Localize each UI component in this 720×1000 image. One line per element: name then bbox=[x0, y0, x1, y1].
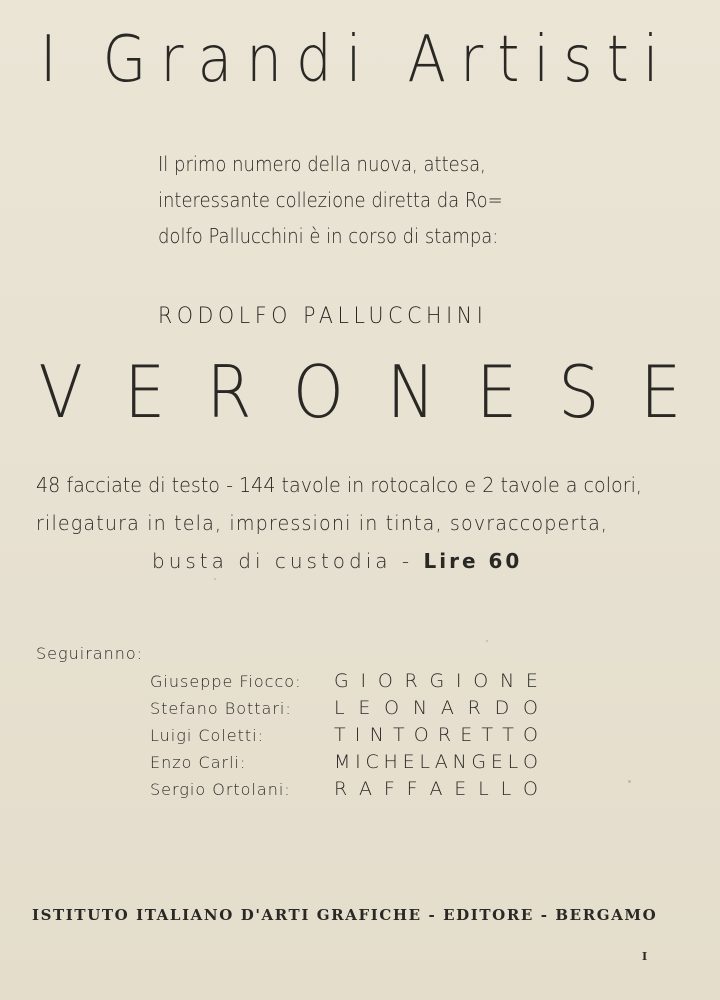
subject-letter: N bbox=[369, 724, 384, 746]
forthcoming-subject bbox=[334, 670, 538, 692]
subject-letter: L bbox=[500, 778, 512, 800]
forthcoming-author: Luigi Coletti: bbox=[150, 726, 264, 745]
subject-letter: N bbox=[452, 751, 467, 773]
list-item bbox=[150, 724, 550, 751]
announcement-line: Il primo numero della nuova, attesa, bbox=[158, 152, 486, 176]
subject-letter: O bbox=[473, 670, 489, 692]
subject-letter: R bbox=[437, 724, 452, 746]
forthcoming-subject bbox=[334, 724, 538, 746]
subject-letter: L bbox=[507, 751, 519, 773]
subject-letter: M bbox=[334, 751, 351, 773]
book-title-letter: V bbox=[38, 350, 83, 434]
subject-letter: G bbox=[429, 670, 445, 692]
subject-letter: O bbox=[523, 751, 538, 773]
announcement bbox=[158, 146, 503, 254]
subject-letter: A bbox=[429, 778, 443, 800]
subject-letter: E bbox=[454, 778, 467, 800]
list-item bbox=[150, 670, 550, 697]
subject-letter: O bbox=[523, 697, 538, 719]
subject-letter: A bbox=[359, 778, 373, 800]
forthcoming-author: Enzo Carli: bbox=[150, 753, 247, 772]
subject-letter: G bbox=[471, 751, 487, 773]
subject-letter: O bbox=[384, 697, 400, 719]
list-item bbox=[150, 697, 550, 724]
subject-letter: O bbox=[413, 724, 429, 746]
details-line: 48 facciate di testo - 144 tavole in rotocalco e 2 tavole a colori, bbox=[36, 473, 642, 497]
paper-spot bbox=[486, 640, 488, 642]
forthcoming-subject bbox=[334, 751, 538, 773]
forthcoming-subject bbox=[334, 697, 538, 719]
list-item bbox=[150, 751, 550, 778]
subject-letter: H bbox=[383, 751, 398, 773]
subject-letter: L bbox=[334, 697, 345, 719]
subject-letter: F bbox=[406, 778, 418, 800]
subject-letter: C bbox=[365, 751, 379, 773]
subject-letter: T bbox=[392, 724, 405, 746]
subject-letter: L bbox=[419, 751, 430, 773]
forthcoming-subject bbox=[334, 778, 538, 800]
book-title bbox=[36, 350, 684, 434]
book-title-letter: N bbox=[386, 350, 435, 434]
price: Lire 60 bbox=[423, 549, 523, 573]
subject-letter: D bbox=[494, 697, 510, 719]
subject-letter: I bbox=[355, 751, 361, 773]
subject-letter: F bbox=[383, 778, 395, 800]
forthcoming-author: Sergio Ortolani: bbox=[150, 780, 291, 799]
subject-letter: T bbox=[481, 724, 494, 746]
book-details bbox=[36, 466, 660, 580]
subject-letter: L bbox=[478, 778, 489, 800]
book-title-letter: S bbox=[558, 350, 600, 434]
subject-letter: O bbox=[377, 670, 393, 692]
subject-letter: R bbox=[334, 778, 348, 800]
subject-letter: E bbox=[490, 751, 503, 773]
subject-letter: N bbox=[412, 697, 428, 719]
subject-letter: A bbox=[440, 697, 454, 719]
subject-letter: E bbox=[358, 697, 371, 719]
details-line-price bbox=[36, 542, 660, 580]
list-item bbox=[150, 778, 550, 805]
subject-letter: I bbox=[354, 724, 361, 746]
details-line: rilegatura in tela, impressioni in tinta, sovraccoperta, bbox=[36, 511, 609, 535]
series-title: I Grandi Artisti bbox=[40, 23, 673, 97]
subject-letter: T bbox=[502, 724, 514, 746]
details-separator: - bbox=[391, 549, 424, 573]
announcement-line: interessante collezione diretta da Ro= bbox=[158, 188, 503, 212]
book-title-letter: O bbox=[293, 350, 345, 434]
subject-letter: O bbox=[523, 778, 538, 800]
forthcoming-list bbox=[150, 670, 550, 805]
book-title-letter: E bbox=[476, 350, 518, 434]
subject-letter: N bbox=[499, 670, 515, 692]
book-author: RODOLFO PALLUCCHINI bbox=[158, 304, 488, 329]
subject-letter: I bbox=[360, 670, 367, 692]
subject-letter: R bbox=[467, 697, 481, 719]
subject-letter: T bbox=[334, 724, 346, 746]
subject-letter: A bbox=[434, 751, 448, 773]
subject-letter: O bbox=[523, 724, 538, 746]
subject-letter: G bbox=[334, 670, 349, 692]
publisher-imprint: ISTITUTO ITALIANO D'ARTI GRAFICHE - EDITORE - BERGAMO bbox=[32, 906, 658, 924]
subject-letter: E bbox=[402, 751, 415, 773]
book-title-letter: E bbox=[124, 350, 166, 434]
forthcoming-author: Giuseppe Fiocco: bbox=[150, 672, 302, 691]
paper-spot bbox=[214, 578, 216, 580]
book-title-letter: E bbox=[640, 350, 682, 434]
paper-spot bbox=[628, 780, 631, 783]
page-number: I bbox=[642, 950, 648, 963]
subject-letter: I bbox=[455, 670, 462, 692]
subject-letter: E bbox=[525, 670, 538, 692]
details-line: busta di custodia bbox=[152, 549, 392, 573]
subject-letter: E bbox=[460, 724, 473, 746]
forthcoming-label: Seguiranno: bbox=[36, 644, 144, 663]
forthcoming-author: Stefano Bottari: bbox=[150, 699, 292, 718]
book-title-letter: R bbox=[206, 350, 252, 434]
announcement-line: dolfo Pallucchini è in corso di stampa: bbox=[158, 224, 499, 248]
subject-letter: R bbox=[404, 670, 418, 692]
